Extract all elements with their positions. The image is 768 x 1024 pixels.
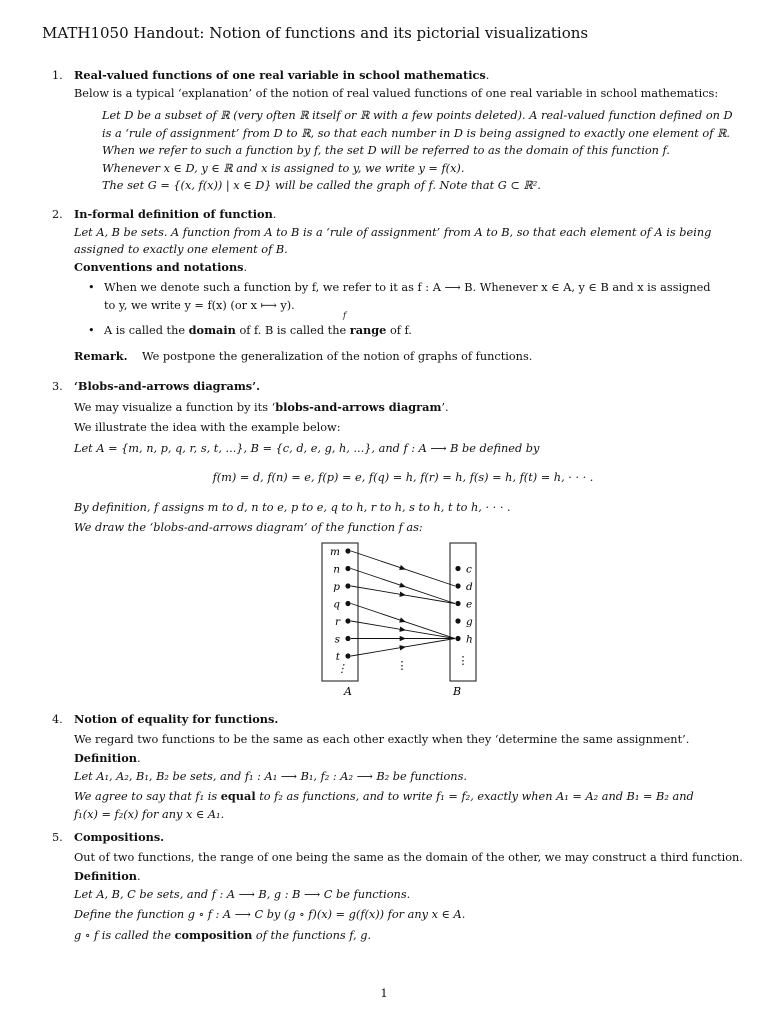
section-heading: ‘Blobs-and-arrows diagrams’. [74,379,261,393]
page-title: MATH1050 Handout: Notion of functions and its pictorial visualizations [42,24,589,42]
set-a-label: A [344,685,352,698]
section-number: 2. [52,208,63,221]
set-a-element-label: q [333,598,340,611]
set-a-box [322,543,358,681]
set-a-element-dot [345,566,350,571]
bullet-text: to y, we write y = f(x) (or x ⟼ y). f [104,297,732,315]
definition-line: Let A₁, A₂, B₁, B₂ be sets, and f₁ : A₁ ⟶ B₁, f₂ : A₂ ⟶ B₂ be functions. [74,769,467,783]
set-b-element-label: h [466,633,473,646]
bullet-item: • A is called the domain of f. B is called the range of f. [88,323,412,337]
section-3: 3. ‘Blobs-and-arrows diagrams’. We may visualize a function by its ‘blobs-and-arrows diagram’. We illustrate the idea with the example below: Let A = {m, n, p, q, r, s, t, ...}, B = {c, d, e, g, h, ...}, and f : A ⟶ B be defined by f(m) = d, f(n) = e, f(p) = e, f(q) = h, f(r) = h, f(s) = h, f(t) = h, · · · . By definition, f assigns m to d, n to e, p to e, q to h, r to h, s to h, t to h, · · · . We draw the ‘blobs-and-arrows diagram’ of the function f as: [52,378,732,537]
paragraph: Let A = {m, n, p, q, r, s, t, ...}, B = {c, d, e, g, h, ...}, and f : A ⟶ B be defined by [74,441,540,455]
quote-line: Let D be a subset of ℝ (very often ℝ itself or ℝ with a few points deleted). A real-valued function defined on D [102,109,733,122]
section-number: 4. [52,713,63,726]
set-b-element-label: d [466,581,473,593]
set-b-element-dot [455,636,460,641]
quote-line: is a ‘rule of assignment’ from D to ℝ, so that each number in D is being assigned to exactly one element of ℝ. [102,126,730,140]
set-a-element-dot [345,601,350,606]
set-a-element-dot [345,636,350,641]
section-1: 1. Real-valued functions of one real variable in school mathematics. Below is a typical ‘explanation’ of the notion of real valued functions of one real variable in school mathematics: Let D be a subset of ℝ (very often ℝ itself or ℝ with a few points deleted). A real-valued function defined on D is a ‘rule of assignment’ from D to ℝ, so that each number in D is being assigned to exactly one element of ℝ. When we refer to such a function by f, the set D will be referred to as the domain of this function f. Whenever x ∈ D, y ∈ ℝ and x is assigned to y, we write y = f(x). The set G = {(x, f(x)) | x ∈ D} will be called the graph of f. Note that G ⊂ ℝ². [52,67,732,195]
term-range: range [349,323,387,337]
set-b-element-dot [455,566,460,571]
definition-line: assigned to exactly one element of B. [74,243,288,256]
section-number: 3. [52,380,63,393]
paragraph: Out of two functions, the range of one being the same as the domain of the other, we may construct a third function. [74,850,743,864]
set-a-element-label: n [333,563,340,576]
set-b-element-label: e [466,598,473,611]
set-a-element-label: s [334,633,340,646]
section-heading: Real-valued functions of one real variable in school mathematics [74,68,486,82]
bullet-item: • When we denote such a function by f, we refer to it as f : A ⟶ B. Whenever x ∈ A, y ∈ B and x is assigned to y, we write y = f(x) (or x ⟼ y). f [74,279,732,314]
quote-line: The set G = {(x, f(x)) | x ∈ D} will be called the graph of f. Note that G ⊂ ℝ². [102,179,541,192]
quote-block [102,107,732,195]
bullet-text: When we denote such a function by f, we refer to it as f : A ⟶ B. Whenever x ∈ A, y ∈ B and x is assigned [104,281,711,294]
set-b-element-dot [455,618,460,623]
section-5: 5. Compositions. Out of two functions, the range of one being the same as the domain of the other, we may construct a third function. Definition. Let A, B, C be sets, and f : A ⟶ B, g : B ⟶ C be functions. Define the function g ∘ f : A ⟶ C by (g ∘ f)(x) = g(f(x)) for any x ∈ A. g ∘ f is called the composition of the functions f, g. [52,830,743,942]
set-a-element-dot [345,583,350,588]
set-b-element-label: g [466,616,473,628]
section-heading: In-formal definition of function [74,207,273,221]
set-b-vertical-ellipsis: ⋮ [457,654,469,667]
blobs-and-arrows-diagram [300,535,500,700]
definition-line: Define the function g ∘ f : A ⟶ C by (g ∘ f)(x) = g(f(x)) for any x ∈ A. [74,908,466,921]
term-domain: domain [188,323,236,337]
page-number: 1 [380,986,388,1000]
set-a-element-label: p [333,581,340,593]
definition-line: f₁(x) = f₂(x) for any x ∈ A₁. [74,807,225,821]
set-a-element-label: m [330,546,340,558]
definition-label: Definition [74,751,137,765]
term-composition: composition [174,927,253,942]
definition-line: Let A, B, C be sets, and f : A ⟶ B, g : B ⟶ C be functions. [74,887,411,901]
paragraph: Below is a typical ‘explanation’ of the notion of real valued functions of one real variable in school mathematics: [74,86,719,100]
set-a-element-label: r [334,616,340,628]
assignment-arrowhead [403,569,405,570]
section-4: 4. Notion of equality for functions. We regard two functions to be the same as each other exactly when they ‘determine the same assignment’. Definition. Let A₁, A₂, B₁, B₂ be sets, and f₁ : A₁ ⟶ B₁, f₂ : A₂ ⟶ B₂ be functions. We agree to say that f₁ is equal to f₂ as functions, and to write f₁ = f₂, exactly when A₁ = A₂ and B₁ = B₂ and f₁(x) = f₂(x) for any x ∈ A₁. [52,711,732,823]
term-blobs-arrows: blobs-and-arrows diagram [275,399,442,414]
definition-line: Let A, B be sets. A function from A to B is a ‘rule of assignment’ from A to B, so that each element of A is being [74,225,712,239]
paragraph: We illustrate the idea with the example below: [74,421,341,434]
set-a-vertical-ellipsis: ⋮ [336,662,348,675]
definition-label: Definition [74,869,137,883]
section-heading: Compositions. [74,830,165,844]
set-a-element-dot [345,548,350,553]
paragraph: By definition, f assigns m to d, n to e, p to e, q to h, r to h, s to h, t to h, · · · . [74,500,511,514]
set-b-element-dot [455,601,460,606]
quote-line: Whenever x ∈ D, y ∈ ℝ and x is assigned to y, we write y = f(x). [102,161,465,175]
set-b-label: B [452,685,462,698]
set-b-element-dot [455,583,460,588]
set-b-element-label: c [466,563,472,576]
remark-label: Remark. [74,348,128,363]
subheading: Conventions and notations [74,259,244,274]
section-heading: Notion of equality for functions. [74,712,279,726]
set-a-element-dot [345,618,350,623]
middle-vertical-ellipsis: ⋮ [396,659,408,672]
section-2: 2. In-formal definition of function. Let A, B be sets. A function from A to B is a ‘rule of assignment’ from A to B, so that each element of A is being assigned to exactly one element of B. Conventions and notations. • When we denote such a function by f, we refer to it as f : A ⟶ B. Whenever x ∈ A, y ∈ B and x is assigned to y, we write y = f(x) (or x ⟼ y). f • A is called the domain of f. B is called the range of f. Remark. We postpone the generalization of the notion of graphs of functions. [52,206,732,365]
arrow-subscript: f [343,310,346,320]
paragraph: We regard two functions to be the same as each other exactly when they ‘determine the same assignment’. [74,732,690,746]
paragraph: We draw the ‘blobs-and-arrows diagram’ of the function f as: [74,521,423,534]
assignment-arrowhead [403,621,405,622]
term-equal: equal [220,789,256,803]
display-equation: f(m) = d, f(n) = e, f(p) = e, f(q) = h, f(r) = h, f(s) = h, f(t) = h, · · · . [212,471,594,484]
quote-line: When we refer to such a function by f, the set D will be referred to as the domain of this function f. [102,144,670,157]
section-number: 5. [52,831,63,844]
section-number: 1. [52,69,63,82]
remark: Remark. We postpone the generalization of the notion of graphs of functions. [74,348,533,363]
assignment-arrowhead [403,586,405,587]
set-a-element-dot [345,653,350,658]
set-a-element-label: t [335,651,340,663]
